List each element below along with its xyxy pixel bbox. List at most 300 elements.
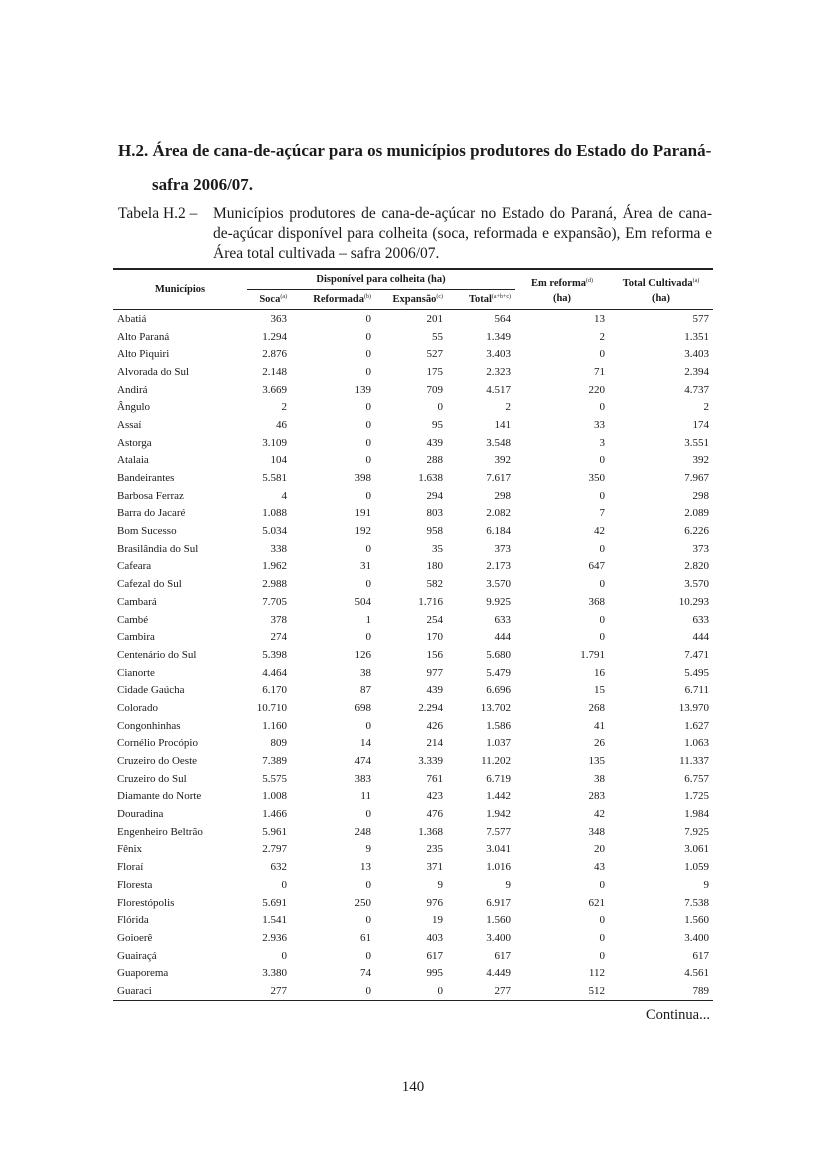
value-cell: 11 [360,790,371,803]
value-cell: 0 [437,401,443,414]
value-cell: 2.323 [486,365,511,378]
value-cell: 0 [599,489,605,502]
value-cell: 42 [594,808,605,821]
value-cell: 426 [426,719,443,732]
header-total-label: Total [468,294,492,305]
value-cell: 7.925 [684,825,709,838]
value-cell: 3.570 [684,578,709,591]
value-cell: 9 [703,878,709,891]
value-cell: 6.184 [486,525,511,538]
table-row [113,664,713,682]
value-cell: 135 [588,755,605,768]
value-cell: 621 [588,896,605,909]
value-cell: 139 [354,383,371,396]
continua-label: Continua... [645,1007,710,1023]
table-row [113,363,713,381]
value-cell: 3.339 [418,755,443,768]
value-cell: 2 [599,330,605,343]
municipio-cell: Brasilândia do Sul [117,542,199,555]
value-cell: 87 [360,684,371,697]
value-cell: 0 [365,436,371,449]
value-cell: 4.737 [684,383,709,396]
value-cell: 5.581 [262,472,287,485]
value-cell: 0 [281,878,287,891]
value-cell: 398 [354,472,371,485]
value-cell: 277 [247,982,291,1000]
value-cell: 1.791 [580,648,605,661]
value-cell: 1.008 [262,790,287,803]
value-cell: 5.691 [262,896,287,909]
value-cell: 41 [594,719,605,732]
value-cell: 1.541 [262,914,287,927]
municipio-cell: Cruzeiro do Oeste [117,755,198,768]
value-cell: 0 [365,542,371,555]
municipio-cell: Bandeirantes [117,472,175,485]
municipio-cell: Cambará [117,595,157,608]
value-cell: 527 [426,348,443,361]
table-row [113,929,713,947]
table-row [113,964,713,982]
header-em-reforma-label: Em reforma [531,277,586,289]
table-row [113,947,713,965]
municipio-cell: Assaí [117,418,142,431]
value-cell: 3.109 [262,436,287,449]
table-row [113,593,713,611]
header-total-cultivada [609,269,713,310]
value-cell: 647 [588,560,605,573]
value-cell: 0 [365,312,371,325]
value-cell: 2.797 [262,843,287,856]
value-cell: 373 [692,542,709,555]
value-cell: 1.037 [486,737,511,750]
header-reformada-sup: (b) [364,294,371,300]
value-cell: 3.551 [684,436,709,449]
header-em-reforma-sup: (d) [585,277,593,284]
value-cell: 2 [505,401,511,414]
value-cell: 633 [494,613,511,626]
caption-text: Municípios produtores de cana-de-açúcar no Estado do Paraná, Área de cana-de-açúcar disponível para colheita (soca, reformada e expansão), Em reforma e Área total cultivada – safra 2006/07. [213,205,712,262]
value-cell: 0 [365,489,371,502]
value-cell: 38 [360,666,371,679]
value-cell: 6.696 [486,684,511,697]
value-cell: 632 [270,861,287,874]
value-cell: 1.442 [486,790,511,803]
municipio-cell: Cambira [117,631,155,644]
value-cell: 0 [365,418,371,431]
value-cell: 7 [599,507,605,520]
value-cell: 368 [588,595,605,608]
value-cell: 7.538 [684,896,709,909]
value-cell: 9.925 [486,595,511,608]
value-cell: 995 [426,967,443,980]
value-cell: 564 [494,312,511,325]
value-cell: 617 [426,949,443,962]
value-cell: 3.548 [486,436,511,449]
header-total-cultivada-sup: (a) [692,277,700,284]
value-cell: 6.170 [262,684,287,697]
page-number: 140 [401,1079,425,1095]
value-cell: 4.464 [262,666,287,679]
municipio-cell: Abatiá [117,312,147,325]
value-cell: 371 [426,861,443,874]
value-cell: 7.705 [262,595,287,608]
value-cell: 476 [426,808,443,821]
value-cell: 0 [365,808,371,821]
value-cell: 46 [276,418,287,431]
value-cell: 977 [426,666,443,679]
municipio-cell: Colorado [117,701,158,714]
data-table-wrapper [113,268,713,1001]
table-row [113,310,713,328]
value-cell: 0 [291,982,375,1000]
section-heading [118,134,718,202]
table-row [113,328,713,346]
value-cell: 141 [494,418,511,431]
header-soca [247,290,291,310]
value-cell: 3.061 [684,843,709,856]
value-cell: 474 [354,755,371,768]
table-row [113,452,713,470]
value-cell: 0 [599,949,605,962]
value-cell: 1.638 [418,472,443,485]
table-row [113,735,713,753]
value-cell: 709 [426,383,443,396]
value-cell: 13 [594,312,605,325]
municipio-cell: Douradina [117,808,164,821]
value-cell: 1.586 [486,719,511,732]
value-cell: 348 [588,825,605,838]
value-cell: 298 [494,489,511,502]
table-row [113,540,713,558]
value-cell: 617 [494,949,511,962]
value-cell: 2 [281,401,287,414]
municipio-cell: Alto Paraná [117,330,170,343]
value-cell: 180 [426,560,443,573]
value-cell: 0 [599,578,605,591]
value-cell: 2.820 [684,560,709,573]
value-cell: 803 [426,507,443,520]
value-cell: 0 [599,348,605,361]
value-cell: 2.089 [684,507,709,520]
value-cell: 0 [599,542,605,555]
table-row [113,876,713,894]
value-cell: 6.226 [684,525,709,538]
table-row [113,717,713,735]
table-row [113,522,713,540]
table-row [113,894,713,912]
value-cell: 175 [426,365,443,378]
value-cell: 13.970 [678,701,709,714]
value-cell: 392 [494,454,511,467]
municipio-cell: Centenário do Sul [117,648,197,661]
value-cell: 1.725 [684,790,709,803]
value-cell: 0 [365,454,371,467]
value-cell: 2.173 [486,560,511,573]
value-cell: 3.570 [486,578,511,591]
table-row [113,823,713,841]
value-cell: 3.400 [684,931,709,944]
value-cell: 2.876 [262,348,287,361]
value-cell: 19 [432,914,443,927]
value-cell: 403 [426,931,443,944]
value-cell: 201 [426,312,443,325]
value-cell: 3.400 [486,931,511,944]
value-cell: 0 [599,931,605,944]
value-cell: 2.148 [262,365,287,378]
header-total [447,290,515,310]
table-caption [118,204,712,264]
value-cell: 6.711 [684,684,709,697]
value-cell: 958 [426,525,443,538]
value-cell: 423 [426,790,443,803]
value-cell: 0 [365,914,371,927]
value-cell: 0 [365,578,371,591]
value-cell: 156 [426,648,443,661]
value-cell: 439 [426,436,443,449]
header-expansao-label: Expansão [392,294,437,305]
value-cell: 254 [426,613,443,626]
value-cell: 2 [703,401,709,414]
value-cell: 444 [692,631,709,644]
value-cell: 35 [432,542,443,555]
value-cell: 7.617 [486,472,511,485]
value-cell: 5.034 [262,525,287,538]
municipio-cell: Goioerê [117,931,153,944]
value-cell: 55 [432,330,443,343]
value-cell: 3.669 [262,383,287,396]
municipio-cell: Fênix [117,843,143,856]
value-cell: 2.082 [486,507,511,520]
value-cell: 31 [360,560,371,573]
value-cell: 0 [365,949,371,962]
value-cell: 6.719 [486,772,511,785]
municipio-cell: Cornélio Procópio [117,737,198,750]
table-row [113,345,713,363]
value-cell: 1.942 [486,808,511,821]
header-municipios: Municípios [113,269,247,310]
value-cell: 0 [599,401,605,414]
municipio-cell: Diamante do Norte [117,790,202,803]
caption-label: Tabela H.2 – [118,205,198,222]
municipio-cell: Guaporema [117,967,169,980]
table-row [113,911,713,929]
value-cell: 3.041 [486,843,511,856]
value-cell: 26 [594,737,605,750]
value-cell: 809 [270,737,287,750]
value-cell: 976 [426,896,443,909]
value-cell: 1.560 [486,914,511,927]
value-cell: 0 [365,719,371,732]
table-row [113,381,713,399]
table-row [113,788,713,806]
value-cell: 250 [354,896,371,909]
value-cell: 5.575 [262,772,287,785]
value-cell: 0 [599,613,605,626]
value-cell: 1.466 [262,808,287,821]
value-cell: 235 [426,843,443,856]
value-cell: 38 [594,772,605,785]
table-row [113,469,713,487]
value-cell: 5.479 [486,666,511,679]
value-cell: 0 [365,365,371,378]
value-cell: 1.063 [684,737,709,750]
municipio-cell: Congonhinhas [117,719,181,732]
value-cell: 191 [354,507,371,520]
value-cell: 4.449 [486,967,511,980]
municipio-cell: Cianorte [117,666,155,679]
value-cell: 698 [354,701,371,714]
header-em-reforma [515,269,609,310]
table-row [113,558,713,576]
value-cell: 6.757 [684,772,709,785]
section-title-line2: safra 2006/07. [152,175,254,194]
value-cell: 9 [437,878,443,891]
value-cell: 2.294 [418,701,443,714]
municipio-cell: Flórida [117,914,149,927]
table-row [113,841,713,859]
value-cell: 0 [365,401,371,414]
table-row [113,681,713,699]
value-cell: 0 [365,348,371,361]
value-cell: 16 [594,666,605,679]
value-cell: 13 [360,861,371,874]
value-cell: 2.394 [684,365,709,378]
value-cell: 4.561 [684,967,709,980]
value-cell: 582 [426,578,443,591]
value-cell: 1.160 [262,719,287,732]
value-cell: 789 [609,982,713,1000]
value-cell: 3.403 [684,348,709,361]
municipio-cell: Guaraci [113,982,247,1000]
value-cell: 0 [599,631,605,644]
value-cell: 61 [360,931,371,944]
table-row [113,434,713,452]
value-cell: 42 [594,525,605,538]
value-cell: 71 [594,365,605,378]
value-cell: 5.495 [684,666,709,679]
municipio-cell: Bom Sucesso [117,525,177,538]
municipio-cell: Andirá [117,383,148,396]
value-cell: 174 [692,418,709,431]
value-cell: 104 [270,454,287,467]
municipio-cell: Astorga [117,436,152,449]
value-cell: 268 [588,701,605,714]
table-row [113,611,713,629]
municipio-cell: Cafeara [117,560,152,573]
value-cell: 3.380 [262,967,287,980]
value-cell: 294 [426,489,443,502]
value-cell: 1.368 [418,825,443,838]
header-total-cultivada-label: Total Cultivada [622,277,693,289]
value-cell: 20 [594,843,605,856]
value-cell: 7.967 [684,472,709,485]
header-reformada [291,290,375,310]
header-total-sup: (a+b+c) [491,294,511,300]
value-cell: 1.294 [262,330,287,343]
municipio-cell: Cambé [117,613,149,626]
value-cell: 1.962 [262,560,287,573]
table-row [113,699,713,717]
table-row [113,398,713,416]
value-cell: 7.577 [486,825,511,838]
value-cell: 0 [599,914,605,927]
value-cell: 761 [426,772,443,785]
header-soca-sup: (a) [280,294,287,300]
municipio-cell: Cafezal do Sul [117,578,182,591]
value-cell: 7.471 [684,648,709,661]
value-cell: 192 [354,525,371,538]
value-cell: 9 [365,843,371,856]
value-cell: 2.936 [262,931,287,944]
value-cell: 392 [692,454,709,467]
municipio-cell: Barra do Jacaré [117,507,186,520]
table-row [113,416,713,434]
municipio-cell: Barbosa Ferraz [117,489,184,502]
data-table [113,268,713,1001]
value-cell: 15 [594,684,605,697]
value-cell: 14 [360,737,371,750]
value-cell: 617 [692,949,709,962]
value-cell: 288 [426,454,443,467]
value-cell: 0 [365,878,371,891]
value-cell: 33 [594,418,605,431]
value-cell: 5.961 [262,825,287,838]
value-cell: 298 [692,489,709,502]
value-cell: 1.627 [684,719,709,732]
header-soca-label: Soca [259,294,281,305]
value-cell: 220 [588,383,605,396]
table-row [113,982,713,1000]
table-row [113,505,713,523]
value-cell: 512 [515,982,609,1000]
value-cell: 277 [447,982,515,1000]
value-cell: 43 [594,861,605,874]
municipio-cell: Guairaçá [117,949,157,962]
value-cell: 1.349 [486,330,511,343]
value-cell: 170 [426,631,443,644]
value-cell: 1.351 [684,330,709,343]
value-cell: 338 [270,542,287,555]
value-cell: 1.560 [684,914,709,927]
value-cell: 3 [599,436,605,449]
table-row [113,646,713,664]
municipio-cell: Ângulo [117,401,150,414]
value-cell: 0 [365,330,371,343]
value-cell: 4.517 [486,383,511,396]
value-cell: 633 [692,613,709,626]
value-cell: 7.389 [262,755,287,768]
value-cell: 444 [494,631,511,644]
table-row [113,858,713,876]
header-em-reforma-unit: (ha) [552,292,572,304]
value-cell: 0 [281,949,287,962]
value-cell: 248 [354,825,371,838]
municipio-cell: Alto Piquiri [117,348,170,361]
table-row [113,628,713,646]
table-row [113,805,713,823]
value-cell: 0 [375,982,447,1000]
value-cell: 112 [588,967,605,980]
value-cell: 2.988 [262,578,287,591]
value-cell: 214 [426,737,443,750]
table-header [113,269,713,310]
value-cell: 439 [426,684,443,697]
municipio-cell: Florestópolis [117,896,175,909]
section-title-line1: H.2. Área de cana-de-açúcar para os municípios produtores do Estado do Paraná- [118,141,712,160]
municipio-cell: Atalaia [117,454,149,467]
value-cell: 363 [270,312,287,325]
value-cell: 1.016 [486,861,511,874]
